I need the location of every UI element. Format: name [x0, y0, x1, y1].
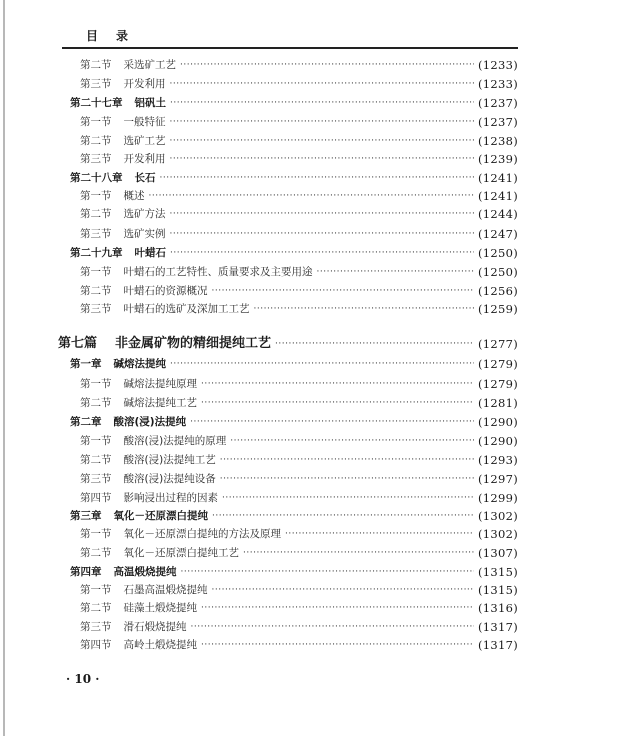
entry-page-number: (1259) [477, 302, 518, 316]
dot-leader [201, 599, 474, 617]
entry-page-number: (1241) [477, 171, 518, 185]
entry-number: 第四节 [80, 492, 112, 504]
entry-number: 第一节 [80, 435, 112, 447]
toc-entry-section[interactable] [80, 132, 518, 150]
entry-page-number: (1238) [477, 134, 518, 148]
toc-entry-section[interactable] [80, 470, 518, 488]
dot-leader [212, 507, 474, 525]
entry-title: 选矿方法 [123, 208, 166, 220]
entry-title: 酸溶(浸)法提纯的原理 [123, 435, 227, 447]
entry-title: 叶蜡石的选矿及深加工工艺 [123, 303, 250, 315]
entry-title: 氧化－还原漂白提纯 [113, 510, 208, 522]
entry-number: 第二十八章 [70, 172, 123, 184]
dot-leader [170, 225, 474, 243]
entry-title: 滑石煅烧提纯 [123, 621, 187, 633]
toc-entry-chapter[interactable] [70, 244, 518, 262]
entry-page-number: (1237) [477, 96, 518, 110]
entry-title: 碱熔法提纯工艺 [123, 397, 197, 409]
dot-leader [201, 375, 474, 393]
entry-title: 开发利用 [123, 78, 166, 90]
entry-page-number: (1277) [477, 337, 518, 351]
entry-page-number: (1302) [477, 509, 518, 523]
entry-page-number: (1233) [477, 58, 518, 72]
entry-title: 酸溶(浸)法提纯工艺 [123, 454, 216, 466]
entry-number: 第一节 [80, 190, 112, 202]
entry-page-number: (1317) [477, 638, 518, 652]
entry-number: 第一节 [80, 584, 112, 596]
entry-number: 第一节 [80, 378, 112, 390]
dot-leader [190, 413, 474, 431]
entry-title: 氧化－还原漂白提纯工艺 [123, 547, 239, 559]
toc-entry-section[interactable] [80, 75, 518, 93]
toc-entry-section[interactable] [80, 56, 518, 74]
toc-entry-chapter[interactable] [70, 169, 518, 187]
entry-number: 第四节 [80, 639, 112, 651]
running-head-char-2: 录 [116, 29, 129, 43]
entry-page-number: (1293) [477, 453, 518, 467]
toc-entry-section[interactable] [80, 394, 518, 412]
entry-number: 第二章 [70, 416, 102, 428]
entry-page-number: (1250) [477, 265, 518, 279]
toc-entry-chapter[interactable] [70, 563, 518, 581]
dot-leader [230, 432, 474, 450]
entry-page-number: (1297) [477, 472, 518, 486]
dot-leader [285, 525, 474, 543]
dot-leader [181, 563, 474, 581]
entry-number: 第二节 [80, 397, 112, 409]
dot-leader [254, 300, 474, 318]
entry-page-number: (1247) [477, 227, 518, 241]
toc-entry-section[interactable] [80, 375, 518, 393]
entry-title: 选矿实例 [123, 228, 166, 240]
entry-number: 第二十七章 [70, 97, 123, 109]
entry-number: 第二节 [80, 602, 112, 614]
entry-page-number: (1250) [477, 246, 518, 260]
entry-number: 第三节 [80, 78, 112, 90]
entry-number: 第三章 [70, 510, 102, 522]
toc-entry-section[interactable] [80, 187, 518, 205]
entry-page-number: (1256) [477, 284, 518, 298]
dot-leader [170, 132, 474, 150]
entry-title: 叶蜡石 [134, 247, 166, 259]
entry-page-number: (1290) [477, 415, 518, 429]
dot-leader [212, 581, 474, 599]
dot-leader [170, 150, 474, 168]
toc-entry-chapter[interactable] [70, 355, 518, 373]
dot-leader [317, 263, 474, 281]
toc-entry-section[interactable] [80, 150, 518, 168]
entry-page-number: (1317) [477, 620, 518, 634]
entry-number: 第二十九章 [70, 247, 123, 259]
entry-number: 第一节 [80, 528, 112, 540]
entry-number: 第三节 [80, 473, 112, 485]
entry-number: 第三节 [80, 303, 112, 315]
dot-leader [201, 394, 474, 412]
entry-title: 高温煅烧提纯 [113, 566, 177, 578]
entry-page-number: (1281) [477, 396, 518, 410]
page-number: · 10 · [66, 672, 100, 686]
entry-title: 酸溶(浸)法提纯 [113, 416, 187, 428]
entry-number: 第二节 [80, 454, 112, 466]
entry-title: 概述 [123, 190, 145, 202]
dot-leader [243, 544, 474, 562]
dot-leader [170, 75, 474, 93]
entry-title: 高岭土煅烧提纯 [123, 639, 197, 651]
toc-entry-section[interactable] [80, 599, 518, 617]
entry-title: 一般特征 [123, 116, 166, 128]
entry-number: 第一节 [80, 266, 112, 278]
entry-title: 碱熔法提纯 [113, 358, 166, 370]
toc-entry-section[interactable] [80, 282, 518, 300]
entry-title: 采选矿工艺 [123, 59, 176, 71]
entry-number: 第七篇 [58, 336, 98, 351]
toc-entry-section[interactable] [80, 618, 518, 636]
dot-leader [170, 355, 474, 373]
dot-leader [170, 205, 474, 223]
toc-entry-chapter[interactable] [70, 94, 518, 112]
dot-leader [220, 470, 474, 488]
dot-leader [160, 169, 474, 187]
entry-number: 第二节 [80, 135, 112, 147]
entry-page-number: (1299) [477, 491, 518, 505]
entry-page-number: (1241) [477, 189, 518, 203]
entry-page-number: (1237) [477, 115, 518, 129]
entry-title: 叶蜡石的资源概况 [123, 285, 208, 297]
entry-title: 长石 [134, 172, 156, 184]
header-rule [62, 47, 518, 49]
entry-page-number: (1316) [477, 601, 518, 615]
running-head-char-1: 目 [86, 29, 99, 43]
toc-entry-section[interactable] [80, 225, 518, 243]
running-head [86, 27, 146, 44]
dot-leader [170, 244, 474, 262]
entry-page-number: (1315) [477, 565, 518, 579]
dot-leader [170, 94, 474, 112]
entry-page-number: (1315) [477, 583, 518, 597]
toc-entry-section[interactable] [80, 432, 518, 450]
entry-title: 石墨高温煅烧提纯 [123, 584, 208, 596]
toc-entry-section[interactable] [80, 525, 518, 543]
entry-title: 碱熔法提纯原理 [123, 378, 197, 390]
entry-page-number: (1233) [477, 77, 518, 91]
entry-title: 硅藻土煅烧提纯 [123, 602, 197, 614]
dot-leader [212, 282, 474, 300]
entry-title: 叶蜡石的工艺特性、质量要求及主要用途 [123, 266, 313, 278]
toc-entry-section[interactable] [80, 113, 518, 131]
entry-number: 第三节 [80, 621, 112, 633]
dot-leader [222, 489, 474, 507]
toc-entry-section[interactable] [80, 263, 518, 281]
page-edge-border [3, 0, 5, 736]
toc-entry-chapter[interactable] [70, 413, 518, 431]
dot-leader [220, 451, 474, 469]
toc-entry-section[interactable] [80, 581, 518, 599]
entry-number: 第二节 [80, 59, 112, 71]
toc-entry-section[interactable] [80, 544, 518, 562]
entry-page-number: (1239) [477, 152, 518, 166]
entry-number: 第二节 [80, 547, 112, 559]
entry-number: 第一章 [70, 358, 102, 370]
toc-entry-section[interactable] [80, 489, 518, 507]
toc-entry-section[interactable] [80, 636, 518, 654]
dot-leader [149, 187, 474, 205]
entry-number: 第三节 [80, 228, 112, 240]
dot-leader [180, 56, 474, 74]
dot-leader [201, 636, 474, 654]
toc-entry-section[interactable] [80, 300, 518, 318]
entry-number: 第二节 [80, 208, 112, 220]
entry-page-number: (1279) [477, 357, 518, 371]
entry-number: 第一节 [80, 116, 112, 128]
entry-number: 第二节 [80, 285, 112, 297]
entry-page-number: (1290) [477, 434, 518, 448]
entry-title: 铝矾土 [134, 97, 166, 109]
entry-number: 第三节 [80, 153, 112, 165]
dot-leader [170, 113, 474, 131]
entry-title: 酸溶(浸)法提纯设备 [123, 473, 216, 485]
entry-page-number: (1279) [477, 377, 518, 391]
entry-page-number: (1307) [477, 546, 518, 560]
entry-title: 开发利用 [123, 153, 166, 165]
toc-entry-section[interactable] [80, 205, 518, 223]
entry-title: 影响浸出过程的因素 [123, 492, 218, 504]
entry-number: 第四章 [70, 566, 102, 578]
entry-page-number: (1302) [477, 527, 518, 541]
entry-page-number: (1244) [477, 207, 518, 221]
entry-title: 选矿工艺 [123, 135, 166, 147]
entry-title: 非金属矿物的精细提纯工艺 [115, 336, 272, 351]
entry-title: 氧化－还原漂白提纯的方法及原理 [123, 528, 281, 540]
toc-entry-chapter[interactable] [70, 507, 518, 525]
toc-entry-section[interactable] [80, 451, 518, 469]
dot-leader [191, 618, 474, 636]
toc-entry-part[interactable] [58, 335, 518, 353]
dot-leader [275, 335, 474, 353]
